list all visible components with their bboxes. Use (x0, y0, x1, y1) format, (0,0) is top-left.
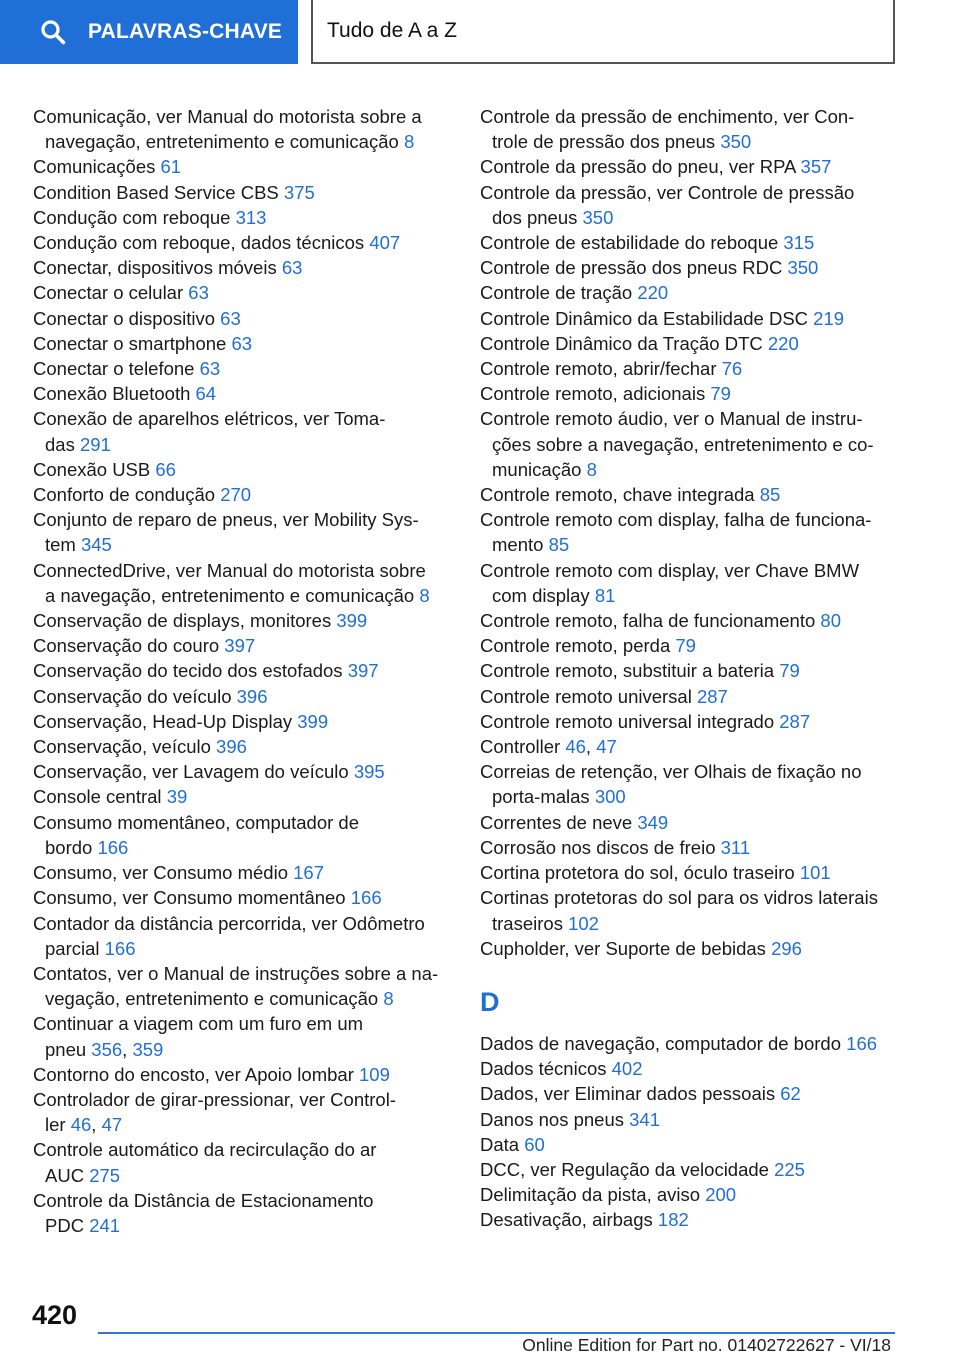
page-link[interactable]: 62 (780, 1083, 801, 1105)
index-entry (33, 406, 453, 456)
index-entry-text: ConnectedDrive, ver Manual do motorista sobre (33, 559, 426, 581)
index-entry (33, 1137, 453, 1187)
index-entry (480, 936, 900, 961)
index-entry-text: Controle da Distância de Estacionamento (33, 1189, 374, 1211)
page-link[interactable]: 287 (696, 685, 728, 707)
index-entry-text: Conjunto de reparo de pneus, ver Mobility Sys- (33, 509, 419, 531)
index-entry-text: navegação, entretenimento e comunicação (45, 131, 399, 153)
page-link[interactable]: 167 (293, 862, 325, 884)
page-link[interactable]: 80 (820, 610, 841, 632)
index-entry (33, 356, 453, 381)
index-entry: Controller 46, 47 (480, 736, 617, 758)
index-entry-text: traseiros (492, 912, 563, 934)
index-entry-text: Controle remoto, abrir/fechar (480, 358, 717, 380)
page-link[interactable]: 349 (637, 811, 669, 833)
index-entry (33, 885, 453, 910)
index-entry-text: Controle remoto áudio, ver o Manual de instru- (480, 408, 863, 430)
page-link[interactable]: 166 (350, 887, 382, 909)
index-entry (480, 759, 900, 809)
index-entry-text: Contorno do encosto, ver Apoio lombar (33, 1063, 354, 1085)
index-entry-text: Dados de navegação, computador de bordo (480, 1032, 842, 1054)
index-entry-text: Condução com reboque (33, 206, 231, 228)
index-entry-text: parcial (45, 937, 100, 959)
index-entry (480, 885, 900, 935)
index-entry (480, 255, 900, 280)
index-entry (480, 1207, 900, 1232)
index-entry (33, 558, 453, 608)
index-entry (33, 633, 453, 658)
index-entry (480, 608, 900, 633)
index-entry-text: a navegação, entretenimento e comunicação (45, 584, 415, 606)
page-link[interactable]: 315 (783, 232, 815, 254)
index-entry (33, 154, 453, 179)
page-link[interactable]: 101 (799, 862, 831, 884)
index-entry-text: Comunicações (33, 156, 156, 178)
page-link[interactable]: 399 (297, 710, 329, 732)
index-entry (480, 1081, 900, 1106)
page-link[interactable]: 375 (283, 181, 315, 203)
index-entry (33, 734, 453, 759)
page-link[interactable]: 109 (359, 1063, 390, 1085)
page-link[interactable]: 60 (524, 1133, 545, 1155)
page-link[interactable]: 357 (800, 156, 832, 178)
index-entry-text: Condition Based Service CBS (33, 181, 279, 203)
search-icon (40, 19, 66, 45)
index-entry-text: Cupholder, ver Suporte de bebidas (480, 937, 766, 959)
index-entry (480, 406, 900, 482)
page-link[interactable]: 313 (235, 206, 267, 228)
page-link[interactable]: 85 (548, 534, 570, 556)
footer-divider (98, 1332, 895, 1334)
page-link[interactable]: 79 (779, 660, 800, 682)
index-entry-text: ler (45, 1114, 66, 1136)
page-link[interactable]: 79 (710, 383, 731, 405)
index-entry-text: Conservação do veículo (33, 685, 232, 707)
page-number: 420 (32, 1300, 78, 1330)
index-entry (480, 154, 900, 179)
index-entry-text: Controle da pressão do pneu, ver RPA (480, 156, 796, 178)
page-link[interactable]: 396 (216, 736, 247, 758)
index-entry (33, 1062, 453, 1087)
index-entry (480, 331, 900, 356)
page-link[interactable]: 311 (720, 836, 751, 858)
page-link[interactable]: 341 (629, 1108, 661, 1130)
page-link[interactable]: 63 (220, 307, 241, 329)
index-entry-text: Conexão de aparelhos elétricos, ver Toma- (33, 408, 386, 430)
index-entry-text: Conservação, ver Lavagem do veículo (33, 761, 349, 783)
index-column-right (480, 104, 900, 1233)
a-to-z-tab-label: Tudo de A a Z (327, 19, 457, 42)
index-entry (480, 1182, 900, 1207)
index-entry-text: municação (492, 458, 582, 480)
page-link[interactable]: 350 (582, 206, 614, 228)
page-link[interactable]: 46 (565, 736, 586, 758)
index-entry-text: Controle remoto universal integrado (480, 710, 775, 732)
index-entry-text: Conectar o dispositivo (33, 307, 216, 329)
index-entry (480, 860, 900, 885)
index-entry-text: Conservação, Head-Up Display (33, 710, 293, 732)
keywords-tab[interactable] (0, 0, 298, 64)
page-link[interactable]: 399 (336, 610, 368, 632)
index-entry (33, 860, 453, 885)
a-to-z-tab[interactable] (311, 0, 895, 64)
index-entry (33, 381, 453, 406)
index-entry-text: Contador da distância percorrida, ver Odômetro (33, 912, 425, 934)
page-link[interactable]: 396 (236, 685, 268, 707)
index-entry (33, 658, 453, 683)
page-link[interactable]: 63 (231, 332, 253, 354)
index-entry-text: pneu (45, 1038, 87, 1060)
page-link[interactable]: 47 (596, 736, 617, 758)
index-entry-text: Conectar o celular (33, 282, 184, 304)
index-entry-text: Consumo, ver Consumo médio (33, 862, 288, 884)
index-entry-text: Danos nos pneus (480, 1108, 624, 1130)
index-entry (480, 810, 900, 835)
footer-edition-text: Online Edition for Part no. 01402722627 - VI/18 (522, 1335, 891, 1355)
page-link[interactable]: 66 (155, 458, 176, 480)
index-entry-text: Controle de tração (480, 282, 633, 304)
page-link[interactable]: 225 (774, 1158, 805, 1180)
index-entry (33, 104, 453, 154)
page-link[interactable]: 76 (721, 358, 743, 380)
index-entry-text: Controlador de girar-pressionar, ver Control- (33, 1088, 396, 1110)
index-entry-text: bordo (45, 836, 93, 858)
index-entry (33, 608, 453, 633)
index-entry-text: Dados, ver Eliminar dados pessoais (480, 1083, 776, 1105)
index-entry (33, 205, 453, 230)
index-entry (33, 911, 453, 961)
page-link[interactable]: 8 (383, 988, 394, 1010)
index-entry-text: Conectar, dispositivos móveis (33, 257, 277, 279)
page-link[interactable]: 220 (637, 282, 669, 304)
index-entry-text: Controle de pressão dos pneus RDC (480, 257, 783, 279)
index-entry (33, 457, 453, 482)
index-entry-text: ções sobre a navegação, entretenimento e co- (492, 433, 874, 455)
index-entry (480, 835, 900, 860)
page-link[interactable]: 46 (70, 1114, 92, 1136)
page-link[interactable]: 166 (97, 836, 129, 858)
page-link[interactable]: 220 (767, 332, 799, 354)
index-entry (480, 658, 900, 683)
page-link[interactable]: 39 (166, 786, 188, 808)
page-link[interactable]: 81 (594, 584, 616, 606)
index-entry-text: Console central (33, 786, 162, 808)
index-entry (480, 633, 900, 658)
page-link[interactable]: 200 (705, 1184, 737, 1206)
page-link[interactable]: 350 (787, 257, 819, 279)
index-entry (480, 684, 900, 709)
index-entry (480, 482, 900, 507)
index-entry (33, 810, 453, 860)
index-entry-text: Conservação do tecido dos estofados (33, 660, 343, 682)
index-entry (480, 1031, 900, 1056)
index-entry (33, 784, 453, 809)
index-entry: Continuar a viagem com um furo em um pneu 356, 359 (33, 1013, 364, 1060)
index-entry (480, 381, 900, 406)
index-entry (480, 709, 900, 734)
index-entry-text: Controller (480, 736, 561, 758)
keywords-tab-label: PALAVRAS-CHAVE (88, 20, 283, 43)
index-entry-text: Comunicação, ver Manual do motorista sobre a (33, 106, 422, 127)
index-entry-text: Consumo momentâneo, computador de (33, 811, 359, 833)
index-entry (33, 709, 453, 734)
page-link[interactable]: 166 (104, 937, 136, 959)
index-entry-text: Controle remoto, substituir a bateria (480, 660, 775, 682)
page-link[interactable]: 63 (281, 257, 303, 279)
page-link[interactable]: 300 (594, 786, 626, 808)
index-entry (480, 306, 900, 331)
page-link[interactable]: 359 (132, 1038, 164, 1060)
index-entry-text: Correntes de neve (480, 811, 633, 833)
index-entry-text: AUC (45, 1164, 85, 1186)
index-entry (33, 507, 453, 557)
index-entry-text: Controle da pressão, ver Controle de pressão (480, 181, 855, 203)
index-entry-text: tem (45, 534, 76, 556)
index-entry (33, 331, 453, 356)
page-link[interactable]: 8 (403, 131, 415, 153)
page-link[interactable]: 397 (224, 635, 256, 657)
index-entry (33, 759, 453, 784)
page-link[interactable]: 166 (846, 1032, 878, 1054)
index-entry-text: Cortinas protetoras do sol para os vidros laterais (480, 887, 878, 909)
index-entry (33, 306, 453, 331)
index-entry-text: Continuar a viagem com um furo em um (33, 1013, 364, 1035)
index-entry (33, 230, 453, 255)
page-link[interactable]: 270 (220, 484, 252, 506)
page-link[interactable]: 287 (779, 710, 811, 732)
page-link[interactable]: 8 (586, 458, 597, 480)
index-entry-text: Conectar o smartphone (33, 332, 227, 354)
index-entry-text: porta-malas (492, 786, 590, 808)
index-entry-text: Condução com reboque, dados técnicos (33, 232, 365, 254)
index-entry-text: Consumo, ver Consumo momentâneo (33, 887, 346, 909)
page-link[interactable]: 407 (369, 232, 401, 254)
index-entry-text: Controle remoto com display, falha de funciona- (480, 509, 872, 531)
index-entry-text: Controle de estabilidade do reboque (480, 232, 779, 254)
index-entry (480, 230, 900, 255)
page-link[interactable]: 47 (101, 1114, 123, 1136)
page-link[interactable]: 85 (759, 484, 781, 506)
index-entry-text: Data (480, 1133, 520, 1155)
page-link[interactable]: 395 (353, 761, 385, 783)
index-entry-text: Conservação do couro (33, 635, 220, 657)
index-entry (480, 180, 900, 230)
index-entry (480, 280, 900, 305)
index-entry (480, 558, 900, 608)
index-entry (33, 961, 453, 1011)
index-entry-text: Controle Dinâmico da Estabilidade DSC (480, 307, 809, 329)
page-link[interactable]: 356 (91, 1038, 123, 1060)
index-entry-text: Corrosão nos discos de freio (480, 836, 716, 858)
index-entry: Controlador de girar-pressionar, ver Control- ler 46, 47 (33, 1088, 396, 1136)
index-entry-text: Desativação, airbags (480, 1209, 653, 1231)
page-link[interactable]: 241 (89, 1214, 121, 1236)
page-link[interactable]: 79 (675, 635, 696, 657)
page-link[interactable]: 61 (160, 156, 182, 178)
index-entry (33, 255, 453, 280)
page-link[interactable]: 8 (419, 584, 430, 606)
index-section-letter: D (480, 986, 500, 1017)
page-link[interactable]: 402 (611, 1058, 643, 1080)
index-entry-text: Conservação, veículo (33, 736, 211, 758)
index-entry-text: mento (492, 534, 544, 556)
index-entry (33, 684, 453, 709)
index-entry (480, 1132, 900, 1157)
index-entry (33, 280, 453, 305)
page-link[interactable]: 102 (568, 912, 599, 934)
index-entry (480, 1056, 900, 1081)
index-entry-text: vegação, entretenimento e comunicação (45, 988, 379, 1010)
index-entry-text: Controle automático da recirculação do ar (33, 1139, 377, 1161)
index-entry-text: PDC (45, 1214, 85, 1236)
page-link[interactable]: 219 (813, 307, 845, 329)
page-link[interactable]: 275 (89, 1164, 121, 1186)
index-entry-text: com display (492, 584, 590, 606)
index-entry-text: Cortina protetora do sol, óculo traseiro (480, 862, 795, 884)
page-link[interactable]: 397 (347, 660, 379, 682)
index-entry-text: Conectar o telefone (33, 358, 195, 380)
page-link[interactable]: 63 (199, 358, 221, 380)
index-entry-text: Controle remoto, falha de funcionamento (480, 610, 816, 632)
index-entry (480, 104, 900, 154)
header (0, 0, 960, 66)
index-entry-text: Conexão USB (33, 458, 151, 480)
page-link[interactable]: 350 (720, 131, 752, 153)
index-entry (480, 1157, 900, 1182)
index-entry-text: Controle remoto, adicionais (480, 383, 706, 405)
index-entry-text: Dados técnicos (480, 1058, 607, 1080)
index-entry-text: Correias de retenção, ver Olhais de fixação no (480, 761, 862, 783)
index-entry-text: Controle Dinâmico da Tração DTC (480, 332, 763, 354)
index-entry-text: Controle remoto universal (480, 685, 692, 707)
index-entry (33, 1188, 453, 1238)
index-entry-text: Controle remoto, chave integrada (480, 484, 755, 506)
index-entry-text: das (45, 433, 75, 455)
index-entry (33, 482, 453, 507)
page-link[interactable]: 63 (188, 282, 209, 304)
index-entry-text: dos pneus (492, 206, 578, 228)
index-entry-text: Contatos, ver o Manual de instruções sobre a na- (33, 962, 439, 984)
index-entry-text: Controle remoto com display, ver Chave BMW (480, 559, 860, 581)
page-link[interactable]: 296 (771, 937, 802, 959)
index-entry-text: DCC, ver Regulação da velocidade (480, 1158, 769, 1180)
index-entry-text: Conservação de displays, monitores (33, 610, 332, 632)
index-entry-text: Controle da pressão de enchimento, ver Con- (480, 106, 855, 127)
index-entry-text: Conexão Bluetooth (33, 383, 191, 405)
page-link[interactable]: 182 (657, 1209, 689, 1231)
index-entry-text: Controle remoto, perda (480, 635, 671, 657)
page-link[interactable]: 345 (80, 534, 112, 556)
index-entry (480, 507, 900, 557)
index-entry-text: Delimitação da pista, aviso (480, 1184, 701, 1206)
page-link[interactable]: 64 (195, 383, 217, 405)
index-entry (33, 180, 453, 205)
index-column-left (33, 104, 453, 1238)
page-link[interactable]: 291 (79, 433, 111, 455)
index-entry-text: Conforto de condução (33, 484, 216, 506)
index-entry-text: trole de pressão dos pneus (492, 131, 716, 153)
index-entry (480, 356, 900, 381)
index-entry (480, 1107, 900, 1132)
